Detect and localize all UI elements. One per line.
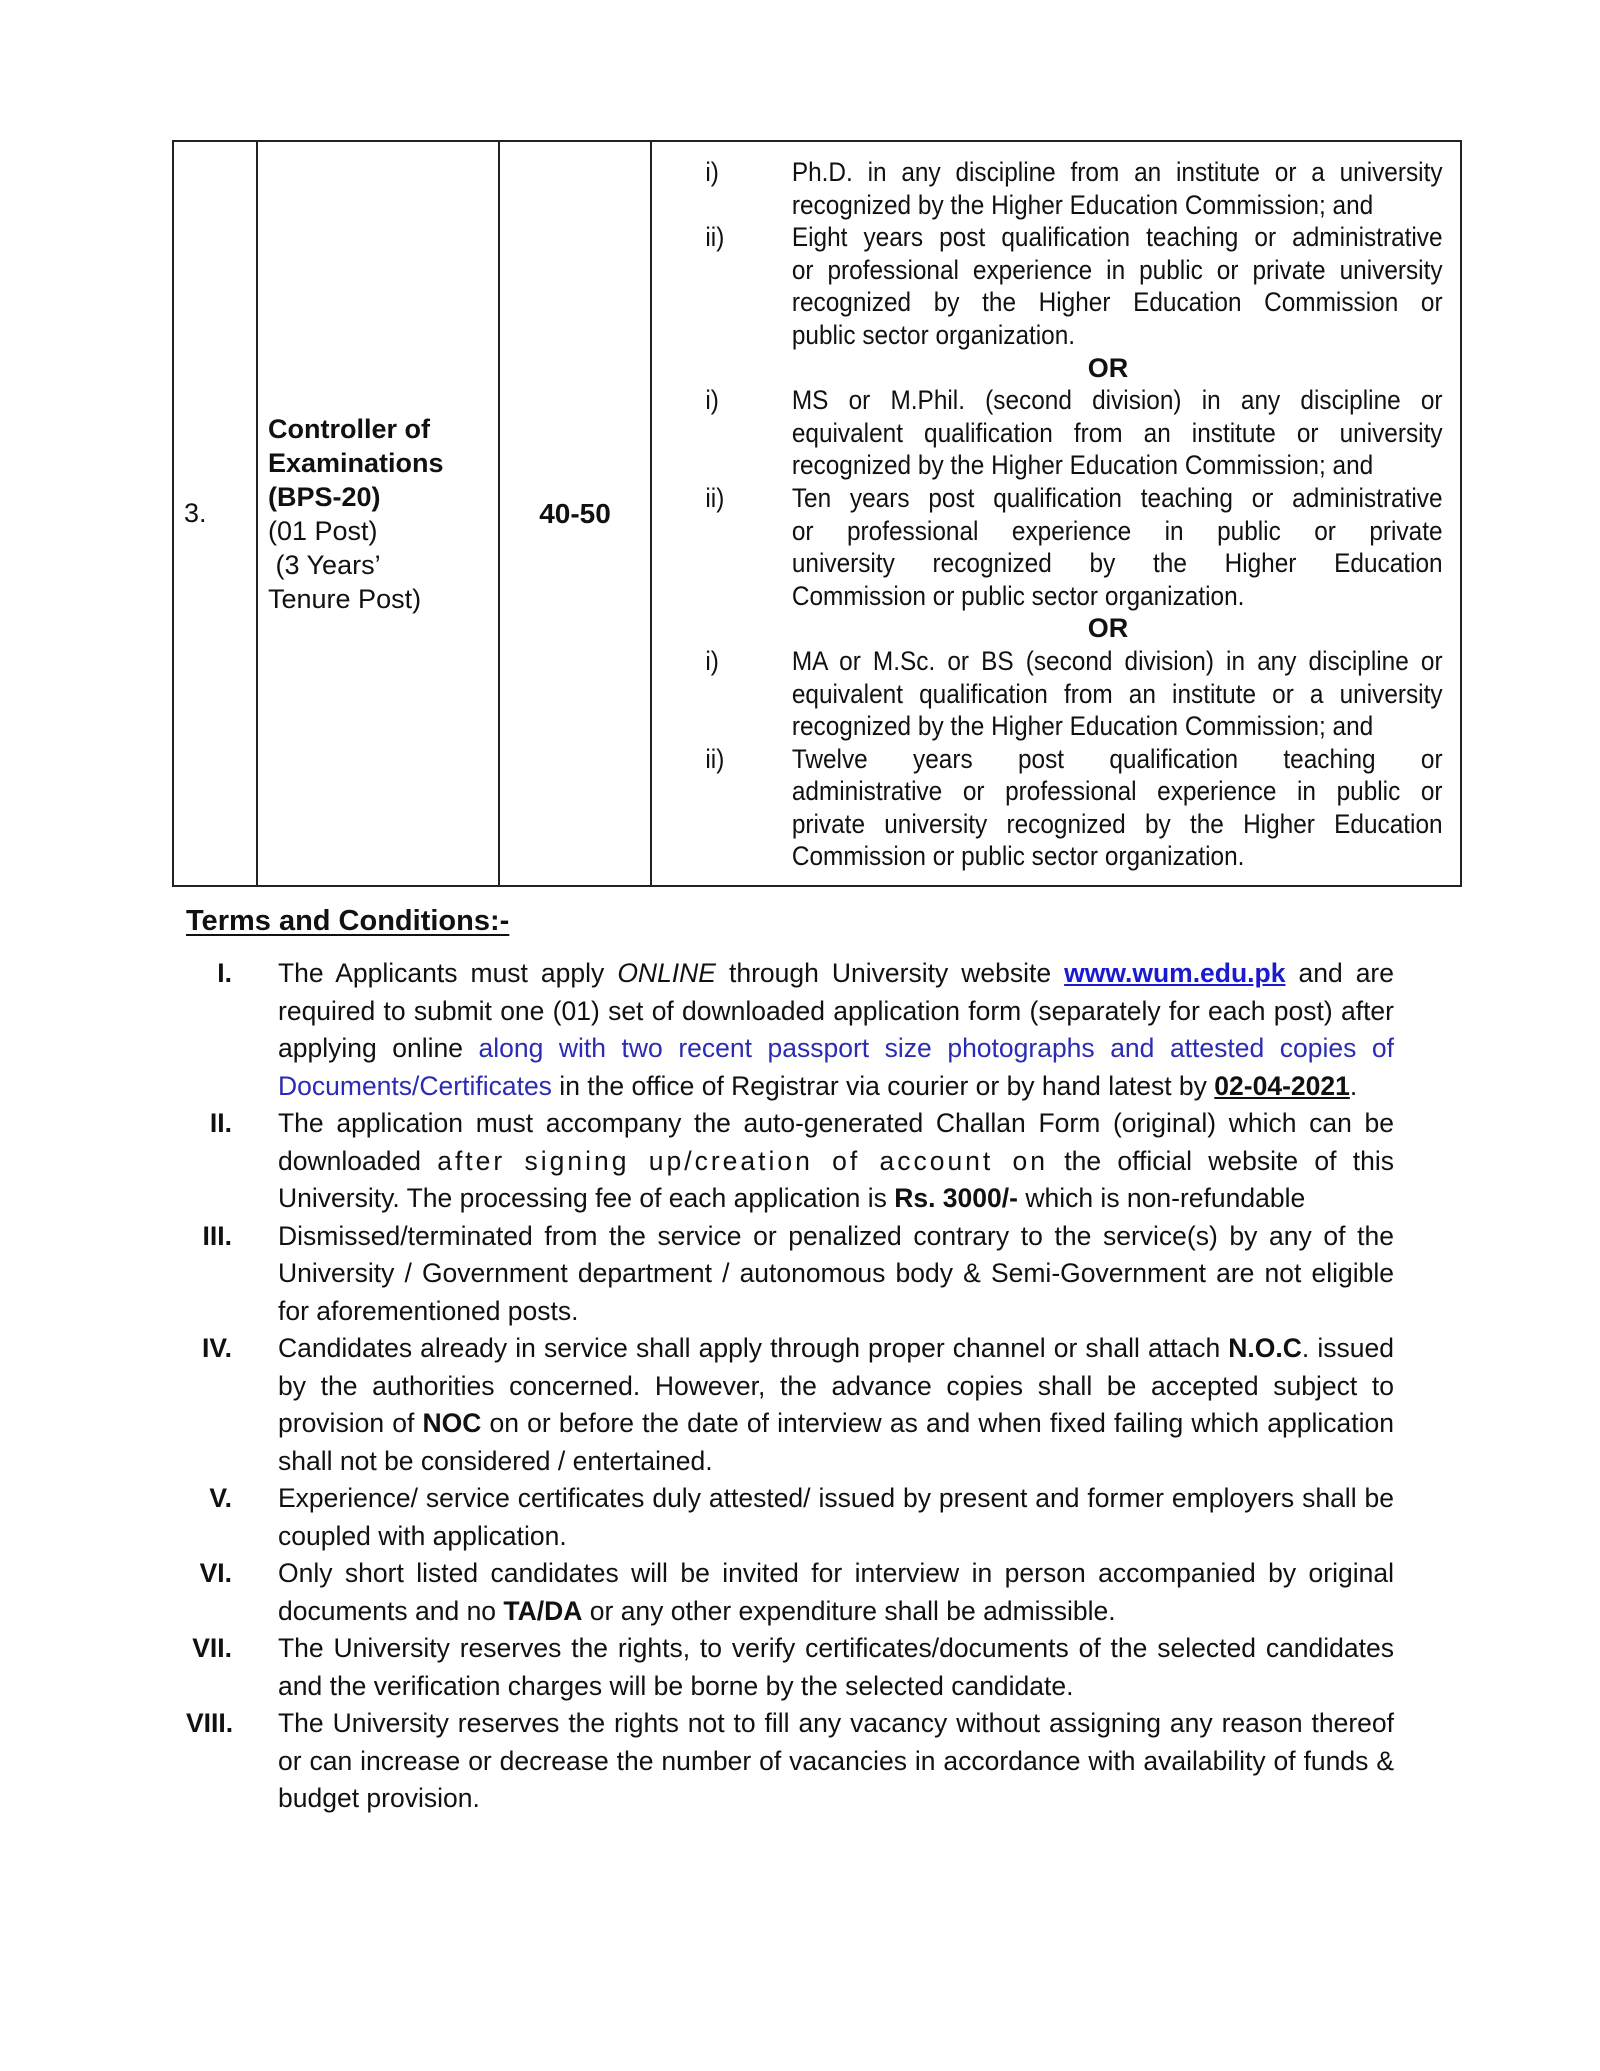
qualification-text: Commission or public sector organization.: [791, 841, 1245, 872]
processing-fee: Rs. 3000/-: [894, 1183, 1018, 1213]
qualification-number: [652, 254, 792, 287]
qualification-line: [652, 286, 1443, 319]
term-item: [186, 955, 1394, 1105]
qualification-number: [652, 840, 792, 873]
term-text-part: Only short listed candidates will be invited for interview in person accompanied by original documents and no: [278, 1558, 1394, 1626]
qualification-number: i): [705, 645, 719, 676]
terms-heading: Terms and Conditions:-: [186, 905, 510, 937]
term-text: The University reserves the rights not to fill any vacancy without assigning any reason thereof or can increase or decrease the number of vacancies in accordance with availability of funds & budget provision.: [278, 1708, 1394, 1813]
qualification-line: [652, 482, 1443, 515]
vacancy-table: [172, 140, 1462, 887]
post-count: (01 Post): [268, 515, 378, 546]
term-item: [186, 1105, 1394, 1218]
qualification-text: or professional experience in public or private university: [791, 254, 1443, 285]
term-text: The University reserves the rights, to verify certificates/documents of the selected candidates and the verification charges will be borne by the selected candidate.: [278, 1633, 1394, 1701]
noc-emphasis: NOC: [422, 1408, 482, 1438]
qualification-line: [652, 189, 1443, 222]
term-text-part: The application must accompany the auto-generated Challan Form (original) which can be downloaded: [278, 1108, 1394, 1176]
table-row: [173, 141, 1461, 886]
term-number: I.: [217, 958, 232, 988]
qualification-line: [652, 515, 1443, 548]
qualification-line: [652, 580, 1443, 613]
qualification-line: [652, 840, 1443, 873]
qualification-number: [652, 580, 792, 613]
term-text: [278, 1555, 1394, 1630]
qualification-line: [652, 156, 1443, 189]
qualification-text: MS or M.Phil. (second division) in any discipline or: [791, 385, 1443, 416]
noc-emphasis: N.O.C: [1228, 1333, 1302, 1363]
qualification-number: [652, 775, 792, 808]
qualification-text: Eight years post qualification teaching or administrative: [791, 222, 1443, 253]
online-emphasis: ONLINE: [617, 958, 716, 988]
qualification-text: private university recognized by the Higher Education: [791, 808, 1443, 839]
qualification-number: [652, 547, 792, 580]
qualification-number: [652, 808, 792, 841]
university-website-link[interactable]: www.wum.edu.pk: [1064, 958, 1286, 988]
qualification-line: [652, 678, 1443, 711]
term-item: [186, 1705, 1394, 1818]
term-text-part: . issued by the authorities concerned. However, the advance copies shall be accepted subject to provision of: [278, 1333, 1394, 1438]
term-number: II.: [209, 1108, 232, 1138]
qualification-number: [652, 678, 792, 711]
qualification-number: [652, 710, 792, 743]
qualification-number: [652, 189, 792, 222]
qualification-number: i): [705, 385, 719, 416]
term-number: VI.: [199, 1558, 232, 1588]
qualification-text: Commission or public sector organization.: [791, 580, 1245, 611]
qualification-number: ii): [705, 222, 725, 253]
qualification-text: Ph.D. in any discipline from an institute or a university: [791, 157, 1443, 187]
or-separator: OR: [1087, 352, 1129, 383]
documents-note: along with two recent passport size photographs and attested copies of Documents/Certificates: [278, 1033, 1395, 1101]
qualification-line: [652, 384, 1443, 417]
serial-number: 3.: [173, 141, 257, 886]
qualification-text: equivalent qualification from an institute or university: [791, 417, 1443, 448]
tada-emphasis: TA/DA: [503, 1595, 583, 1626]
qualification-number: ii): [705, 743, 725, 774]
qualification-number: [652, 319, 792, 352]
term-number: VII.: [192, 1633, 232, 1663]
term-text: [278, 1330, 1394, 1480]
qualification-number: [652, 417, 792, 450]
qualification-line: [652, 221, 1443, 254]
term-number: VIII.: [186, 1708, 234, 1738]
term-text-part: the official website of this University. The processing fee of each application is: [278, 1145, 1395, 1213]
qualification-text: Twelve years post qualification teaching or: [791, 743, 1443, 774]
term-text: [278, 955, 1394, 1105]
term-text: Dismissed/terminated from the service or penalized contrary to the service(s) by any of the University / Government department / autonomous body & Semi-Government are not eligible for aforementioned posts.: [278, 1220, 1394, 1326]
term-text-part: or any other expenditure shall be admissible.: [582, 1595, 1116, 1626]
qualification-line: [652, 417, 1443, 450]
post-scale: (BPS-20): [268, 481, 381, 512]
qualification-text: equivalent qualification from an institute or a university: [791, 678, 1443, 709]
qualification-line: [652, 743, 1443, 776]
qualification-line: [652, 645, 1443, 678]
qualification-line: [652, 254, 1443, 287]
term-text-part: which is non-refundable: [1017, 1183, 1306, 1213]
qualification-list: [652, 156, 1444, 873]
qualification-text: administrative or professional experience in public or: [791, 776, 1443, 807]
qualification-line: [652, 319, 1443, 352]
term-item: [186, 1330, 1394, 1480]
qualification-text: recognized by the Higher Education Commission; and: [791, 711, 1374, 742]
qualification-number: [652, 286, 792, 319]
qualification-number: [652, 449, 792, 482]
term-item: [186, 1630, 1394, 1705]
deadline-date: 02-04-2021: [1214, 1070, 1350, 1101]
term-text-part: on or before the date of interview as and when fixed failing which application shall not be considered / entertained.: [278, 1408, 1394, 1476]
terms-list: [186, 955, 1394, 1818]
post-tenure-line1: (3 Years’: [268, 549, 381, 580]
term-item: [186, 1218, 1394, 1331]
post-tenure-line2: Tenure Post): [268, 583, 422, 614]
qualification-number: [652, 515, 792, 548]
qualification-text: Ten years post qualification teaching or administrative: [791, 482, 1443, 513]
qualification-text: recognized by the Higher Education Commission; and: [791, 450, 1374, 481]
qualification-line: [652, 775, 1443, 808]
qualification-text: or professional experience in public or private: [791, 515, 1443, 546]
term-text: [278, 1105, 1394, 1218]
qualification-text: public sector organization.: [791, 319, 1076, 350]
qualification-line: [652, 449, 1443, 482]
qualification-line: [652, 808, 1443, 841]
qualification-text: MA or M.Sc. or BS (second division) in any discipline or: [791, 645, 1443, 676]
qualification-number: i): [705, 157, 719, 187]
term-text-part: after signing up/creation of account on: [437, 1145, 1049, 1176]
qualification-number: ii): [705, 482, 725, 513]
term-text: Experience/ service certificates duly attested/ issued by present and former employers shall be coupled with application.: [278, 1483, 1394, 1551]
qualification-text: recognized by the Higher Education Commission or: [791, 287, 1443, 318]
post-title-line1: Controller of: [268, 413, 430, 444]
post-title-line2: Examinations: [268, 447, 444, 478]
qualification-cell: [651, 141, 1461, 886]
term-text-part: in the office of Registrar via courier or by hand latest by: [551, 1070, 1215, 1101]
term-number: V.: [209, 1483, 232, 1513]
term-text-part: and are required to submit one (01) set of downloaded application form (separately for each post) after applying online: [278, 958, 1394, 1063]
term-number: III.: [202, 1220, 232, 1251]
term-item: [186, 1480, 1394, 1555]
post-cell: [257, 141, 499, 886]
qualification-line: [652, 547, 1443, 580]
qualification-line: [652, 710, 1443, 743]
term-text-part: .: [1349, 1070, 1358, 1101]
term-number: IV.: [202, 1333, 232, 1363]
qualification-text: recognized by the Higher Education Commission; and: [791, 189, 1374, 220]
term-text-part: through University website: [715, 958, 1065, 988]
term-text-part: Candidates already in service shall apply through proper channel or shall attach: [278, 1333, 1229, 1363]
or-separator: OR: [1087, 613, 1129, 644]
qualification-text: university recognized by the Higher Education: [791, 548, 1443, 579]
age-limit: 40-50: [499, 141, 651, 886]
term-text-part: The Applicants must apply: [278, 958, 618, 988]
term-item: [186, 1555, 1394, 1630]
